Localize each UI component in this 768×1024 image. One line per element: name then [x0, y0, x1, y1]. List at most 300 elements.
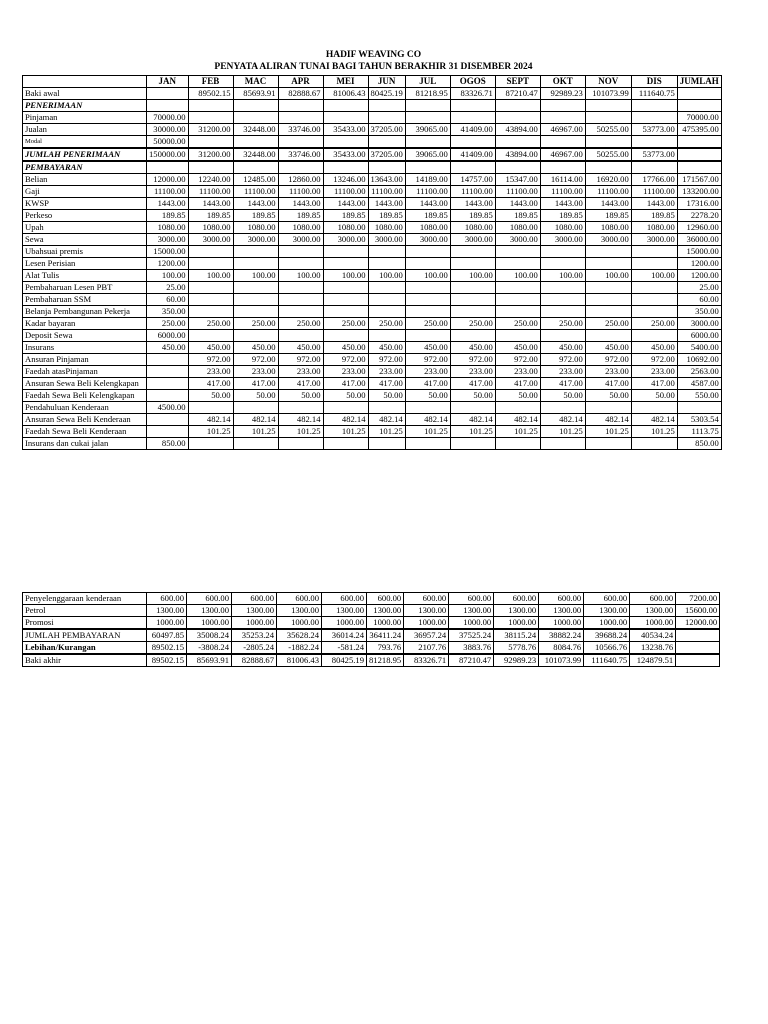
total-cell: 2278.20	[677, 210, 721, 222]
total-cell: 1113.75	[677, 426, 721, 438]
cash-flow-table	[22, 75, 722, 450]
total-cell: 12000.00	[676, 617, 720, 629]
value-cell	[450, 402, 495, 414]
value-cell: 972.00	[323, 354, 368, 366]
value-cell: 482.14	[368, 414, 405, 426]
table-row	[23, 270, 722, 282]
value-cell: 70000.00	[147, 112, 189, 124]
row-label: Pembaharuan Lesen PBT	[23, 282, 147, 294]
value-cell	[323, 246, 368, 258]
value-cell: 1300.00	[584, 605, 630, 617]
value-cell: 250.00	[278, 318, 323, 330]
value-cell: 3000.00	[405, 234, 450, 246]
value-cell	[323, 112, 368, 124]
value-cell: 417.00	[278, 378, 323, 390]
value-cell	[495, 258, 540, 270]
value-cell: 13238.76	[630, 642, 676, 654]
value-cell: 1300.00	[630, 605, 676, 617]
row-label: Belian	[23, 174, 147, 186]
value-cell: 482.14	[585, 414, 631, 426]
value-cell: 482.14	[323, 414, 368, 426]
value-cell	[368, 162, 405, 174]
total-cell: 171567.00	[677, 174, 721, 186]
value-cell: 189.85	[323, 210, 368, 222]
value-cell: 50.00	[405, 390, 450, 402]
value-cell	[585, 136, 631, 148]
value-cell: 14757.00	[450, 174, 495, 186]
value-cell: 417.00	[540, 378, 585, 390]
value-cell: 189.85	[631, 210, 677, 222]
value-cell	[233, 294, 278, 306]
value-cell: 3883.76	[449, 642, 494, 654]
table-row	[23, 426, 722, 438]
value-cell: 1300.00	[322, 605, 367, 617]
value-cell: 11100.00	[323, 186, 368, 198]
value-cell: 189.85	[368, 210, 405, 222]
value-cell	[188, 402, 233, 414]
total-cell: 850.00	[677, 438, 721, 450]
value-cell: 482.14	[188, 414, 233, 426]
value-cell: 189.85	[147, 210, 189, 222]
value-cell	[188, 112, 233, 124]
value-cell: 850.00	[147, 438, 189, 450]
value-cell: 1443.00	[405, 198, 450, 210]
value-cell: 16114.00	[540, 174, 585, 186]
value-cell: 46967.00	[540, 149, 585, 161]
value-cell: 2107.76	[404, 642, 449, 654]
value-cell: 89502.15	[147, 642, 187, 654]
value-cell: 1000.00	[494, 617, 539, 629]
value-cell: 101.25	[278, 426, 323, 438]
value-cell: 39065.00	[405, 149, 450, 161]
month-header-row	[23, 76, 722, 88]
total-cell: 1200.00	[677, 270, 721, 282]
value-cell	[540, 112, 585, 124]
value-cell	[278, 258, 323, 270]
value-cell	[368, 330, 405, 342]
value-cell	[495, 294, 540, 306]
header-label-cell	[23, 76, 147, 88]
value-cell: 972.00	[188, 354, 233, 366]
value-cell: 37525.24	[449, 630, 494, 642]
value-cell	[233, 306, 278, 318]
value-cell: 482.14	[631, 414, 677, 426]
value-cell: 32448.00	[233, 149, 278, 161]
value-cell: 25.00	[147, 282, 189, 294]
value-cell: 32448.00	[233, 124, 278, 136]
report-company-title: HADIF WEAVING CO	[325, 50, 422, 60]
value-cell: 1080.00	[188, 222, 233, 234]
value-cell	[540, 136, 585, 148]
value-cell	[540, 258, 585, 270]
value-cell	[450, 282, 495, 294]
value-cell: 37205.00	[368, 124, 405, 136]
value-cell: 1443.00	[450, 198, 495, 210]
value-cell: 81006.43	[323, 88, 368, 100]
value-cell	[405, 258, 450, 270]
value-cell: 600.00	[277, 593, 322, 605]
month-header-mei: MEI	[323, 76, 368, 88]
value-cell: 11100.00	[540, 186, 585, 198]
value-cell: 600.00	[147, 593, 187, 605]
table-row	[23, 282, 722, 294]
value-cell: 15000.00	[147, 246, 189, 258]
total-cell: 2563.00	[677, 366, 721, 378]
value-cell	[188, 246, 233, 258]
value-cell: 1443.00	[323, 198, 368, 210]
value-cell: 53773.00	[631, 124, 677, 136]
value-cell	[233, 136, 278, 148]
value-cell: 1000.00	[232, 617, 277, 629]
row-label: Baki akhir	[23, 655, 147, 667]
total-cell: 350.00	[677, 306, 721, 318]
value-cell: 50.00	[495, 390, 540, 402]
month-header-jun: JUN	[368, 76, 405, 88]
value-cell	[495, 330, 540, 342]
value-cell: 81218.95	[367, 655, 404, 667]
row-label: Pembaharuan SSM	[23, 294, 147, 306]
table-row	[23, 100, 722, 112]
value-cell: -581.24	[322, 642, 367, 654]
value-cell: 250.00	[323, 318, 368, 330]
value-cell: 81218.95	[405, 88, 450, 100]
row-label: Pinjaman	[23, 112, 147, 124]
value-cell	[323, 402, 368, 414]
total-cell	[676, 630, 720, 642]
value-cell: 101073.99	[539, 655, 584, 667]
table-row	[23, 366, 722, 378]
value-cell: 41409.00	[450, 124, 495, 136]
table-row	[23, 162, 722, 174]
total-cell	[677, 136, 721, 148]
value-cell	[368, 246, 405, 258]
total-cell: 475395.00	[677, 124, 721, 136]
value-cell: 1000.00	[147, 617, 187, 629]
month-header-ogos: OGOS	[450, 76, 495, 88]
value-cell: 189.85	[188, 210, 233, 222]
value-cell: 972.00	[405, 354, 450, 366]
value-cell: 50.00	[368, 390, 405, 402]
value-cell	[405, 282, 450, 294]
month-header-apr: APR	[278, 76, 323, 88]
value-cell	[495, 246, 540, 258]
table-row	[23, 186, 722, 198]
table-row	[23, 222, 722, 234]
value-cell: 450.00	[233, 342, 278, 354]
total-cell: 133200.00	[677, 186, 721, 198]
value-cell: 80425.19	[322, 655, 367, 667]
value-cell: 101073.99	[585, 88, 631, 100]
table-row	[23, 390, 722, 402]
table-row	[23, 246, 722, 258]
value-cell: 972.00	[278, 354, 323, 366]
value-cell: 60.00	[147, 294, 189, 306]
value-cell	[405, 402, 450, 414]
value-cell: 1300.00	[232, 605, 277, 617]
value-cell	[233, 112, 278, 124]
value-cell: 450.00	[540, 342, 585, 354]
value-cell: 972.00	[495, 354, 540, 366]
value-cell	[188, 294, 233, 306]
value-cell: 793.76	[367, 642, 404, 654]
value-cell: 4500.00	[147, 402, 189, 414]
value-cell: 417.00	[368, 378, 405, 390]
table-row	[23, 438, 722, 450]
value-cell	[278, 306, 323, 318]
value-cell: 3000.00	[188, 234, 233, 246]
value-cell	[631, 294, 677, 306]
value-cell: 1080.00	[278, 222, 323, 234]
value-cell	[540, 246, 585, 258]
report-subtitle: PENYATA ALIRAN TUNAI BAGI TAHUN BERAKHIR 31 DISEMBER 2024	[214, 62, 533, 72]
table-row	[23, 294, 722, 306]
value-cell: 17766.00	[631, 174, 677, 186]
value-cell: 250.00	[368, 318, 405, 330]
value-cell	[147, 366, 189, 378]
value-cell: 31200.00	[188, 124, 233, 136]
row-label: Faedah atasPinjaman	[23, 366, 147, 378]
value-cell: 250.00	[188, 318, 233, 330]
table-row	[23, 318, 722, 330]
value-cell	[495, 112, 540, 124]
value-cell: 482.14	[540, 414, 585, 426]
value-cell	[450, 258, 495, 270]
value-cell	[188, 306, 233, 318]
value-cell: 1000.00	[630, 617, 676, 629]
value-cell: 35433.00	[323, 124, 368, 136]
value-cell	[278, 112, 323, 124]
value-cell: -2805.24	[232, 642, 277, 654]
value-cell	[405, 306, 450, 318]
value-cell	[631, 112, 677, 124]
row-label: Baki awal	[23, 88, 147, 100]
table-row	[23, 402, 722, 414]
total-cell	[677, 402, 721, 414]
value-cell: 3000.00	[233, 234, 278, 246]
value-cell	[631, 438, 677, 450]
value-cell: 81006.43	[277, 655, 322, 667]
value-cell: 33746.00	[278, 124, 323, 136]
value-cell: 87210.47	[495, 88, 540, 100]
month-header-dis: DIS	[631, 76, 677, 88]
value-cell	[540, 294, 585, 306]
value-cell: 189.85	[278, 210, 323, 222]
value-cell: 101.25	[368, 426, 405, 438]
value-cell	[368, 306, 405, 318]
value-cell: 37205.00	[368, 149, 405, 161]
value-cell: 600.00	[187, 593, 232, 605]
value-cell: 1443.00	[495, 198, 540, 210]
value-cell: 450.00	[323, 342, 368, 354]
value-cell: 417.00	[450, 378, 495, 390]
value-cell: 1000.00	[584, 617, 630, 629]
value-cell: 11100.00	[233, 186, 278, 198]
value-cell	[188, 162, 233, 174]
value-cell	[631, 330, 677, 342]
value-cell: 450.00	[405, 342, 450, 354]
cash-flow-table-continued	[22, 592, 720, 667]
row-label: Petrol	[23, 605, 147, 617]
value-cell	[631, 162, 677, 174]
value-cell: 1300.00	[449, 605, 494, 617]
total-cell: 7200.00	[676, 593, 720, 605]
total-cell: 5303.54	[677, 414, 721, 426]
value-cell: 450.00	[188, 342, 233, 354]
value-cell: 50255.00	[585, 124, 631, 136]
value-cell: 1000.00	[367, 617, 404, 629]
row-label: PEMBAYARAN	[23, 162, 147, 174]
row-label: Ansuran Sewa Beli Kenderaan	[23, 414, 147, 426]
value-cell	[540, 402, 585, 414]
value-cell: 972.00	[368, 354, 405, 366]
value-cell: 11100.00	[585, 186, 631, 198]
value-cell	[405, 100, 450, 112]
value-cell: 233.00	[188, 366, 233, 378]
value-cell	[278, 294, 323, 306]
total-cell: 15600.00	[676, 605, 720, 617]
table-row	[23, 605, 720, 617]
value-cell	[540, 330, 585, 342]
value-cell: 36411.24	[367, 630, 404, 642]
value-cell: 233.00	[368, 366, 405, 378]
value-cell: 417.00	[233, 378, 278, 390]
value-cell	[278, 438, 323, 450]
value-cell: 450.00	[278, 342, 323, 354]
value-cell: 50.00	[278, 390, 323, 402]
value-cell	[585, 294, 631, 306]
value-cell	[147, 378, 189, 390]
value-cell: 1443.00	[540, 198, 585, 210]
value-cell: 46967.00	[540, 124, 585, 136]
value-cell: 233.00	[540, 366, 585, 378]
row-label: Ansuran Pinjaman	[23, 354, 147, 366]
value-cell: 1080.00	[323, 222, 368, 234]
value-cell: 417.00	[631, 378, 677, 390]
value-cell: 1300.00	[367, 605, 404, 617]
table-row	[23, 174, 722, 186]
value-cell	[278, 246, 323, 258]
value-cell: 13246.00	[323, 174, 368, 186]
value-cell	[368, 282, 405, 294]
table-row	[23, 342, 722, 354]
cash-flow-table-continued-body	[23, 593, 720, 667]
value-cell	[368, 402, 405, 414]
value-cell	[323, 438, 368, 450]
value-cell	[188, 136, 233, 148]
value-cell	[233, 258, 278, 270]
value-cell: 50.00	[585, 390, 631, 402]
value-cell: 50255.00	[585, 149, 631, 161]
value-cell: 100.00	[233, 270, 278, 282]
value-cell: 1443.00	[631, 198, 677, 210]
month-header-okt: OKT	[540, 76, 585, 88]
value-cell: 100.00	[278, 270, 323, 282]
value-cell: 1080.00	[147, 222, 189, 234]
value-cell: 101.25	[540, 426, 585, 438]
row-label: Pendahuluan Kenderaan	[23, 402, 147, 414]
value-cell: 600.00	[367, 593, 404, 605]
row-label: Insurans dan cukai jalan	[23, 438, 147, 450]
value-cell: 417.00	[405, 378, 450, 390]
row-label: Penyelenggaraan kenderaan	[23, 593, 147, 605]
value-cell: 100.00	[147, 270, 189, 282]
value-cell: 250.00	[405, 318, 450, 330]
value-cell	[450, 112, 495, 124]
value-cell: 600.00	[539, 593, 584, 605]
value-cell: 233.00	[278, 366, 323, 378]
total-cell: 12960.00	[677, 222, 721, 234]
value-cell: 600.00	[232, 593, 277, 605]
value-cell: 1443.00	[368, 198, 405, 210]
value-cell: 1080.00	[631, 222, 677, 234]
value-cell	[368, 258, 405, 270]
total-cell: 17316.00	[677, 198, 721, 210]
table-row	[23, 124, 722, 136]
value-cell	[585, 402, 631, 414]
value-cell	[585, 330, 631, 342]
value-cell	[368, 438, 405, 450]
value-cell: 85693.91	[233, 88, 278, 100]
total-cell: 25.00	[677, 282, 721, 294]
value-cell	[323, 306, 368, 318]
value-cell	[188, 330, 233, 342]
value-cell: 189.85	[585, 210, 631, 222]
value-cell	[233, 402, 278, 414]
value-cell: 972.00	[540, 354, 585, 366]
value-cell: 101.25	[450, 426, 495, 438]
value-cell	[631, 100, 677, 112]
table-row	[23, 378, 722, 390]
table-row	[23, 642, 720, 654]
value-cell: 12860.00	[278, 174, 323, 186]
value-cell	[147, 414, 189, 426]
value-cell: 1080.00	[233, 222, 278, 234]
row-label: Gaji	[23, 186, 147, 198]
value-cell: 40534.24	[630, 630, 676, 642]
value-cell: 82888.67	[232, 655, 277, 667]
value-cell: 6000.00	[147, 330, 189, 342]
value-cell: 1080.00	[585, 222, 631, 234]
value-cell: 3000.00	[368, 234, 405, 246]
value-cell: 43894.00	[495, 149, 540, 161]
value-cell: 11100.00	[368, 186, 405, 198]
row-label: Promosi	[23, 617, 147, 629]
value-cell	[631, 282, 677, 294]
table-row	[23, 630, 720, 642]
value-cell: 1300.00	[187, 605, 232, 617]
total-cell: 3000.00	[677, 318, 721, 330]
value-cell: 100.00	[585, 270, 631, 282]
value-cell	[495, 282, 540, 294]
value-cell	[585, 282, 631, 294]
value-cell	[405, 330, 450, 342]
value-cell: 600.00	[584, 593, 630, 605]
value-cell	[631, 402, 677, 414]
value-cell: 189.85	[540, 210, 585, 222]
value-cell	[405, 294, 450, 306]
row-label: JUMLAH PEMBAYARAN	[23, 630, 147, 642]
value-cell: -1882.24	[277, 642, 322, 654]
value-cell: 1000.00	[449, 617, 494, 629]
row-label: KWSP	[23, 198, 147, 210]
value-cell: 450.00	[585, 342, 631, 354]
value-cell: 250.00	[450, 318, 495, 330]
value-cell: 8084.76	[539, 642, 584, 654]
value-cell: 111640.75	[631, 88, 677, 100]
value-cell	[147, 390, 189, 402]
row-label: Insurans	[23, 342, 147, 354]
value-cell	[450, 100, 495, 112]
